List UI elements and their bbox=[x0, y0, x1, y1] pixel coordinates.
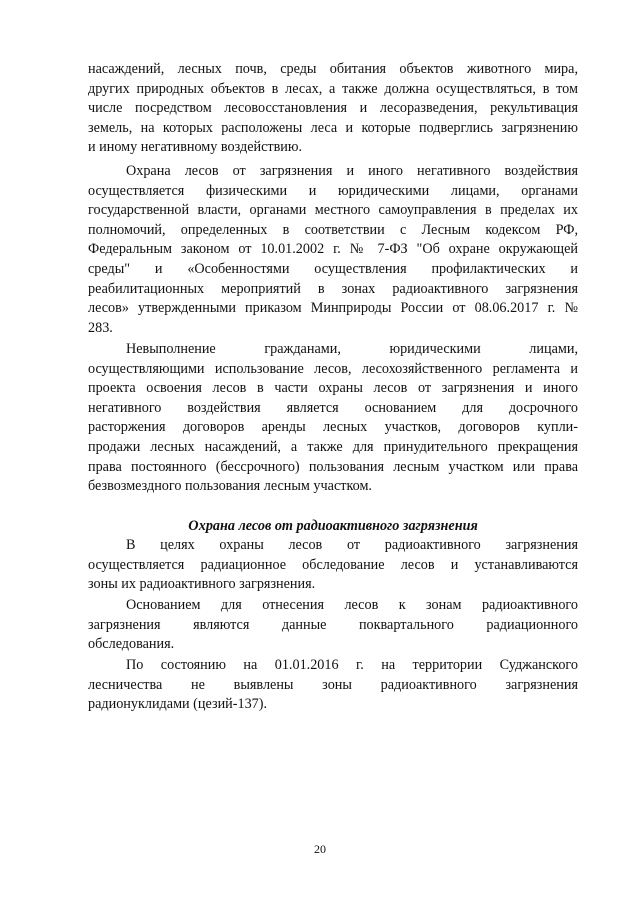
paragraph-1 bbox=[88, 60, 578, 158]
section-heading: Охрана лесов от радиоактивного загрязнения bbox=[188, 518, 478, 534]
text-line: зоны их радиоактивного загрязнения. bbox=[88, 576, 316, 593]
text-line: других природных объектов в лесах, а также должна осуществляться, в том bbox=[88, 80, 578, 97]
text-line: продажи лесных насаждений, а также для принудительного прекращения bbox=[88, 438, 578, 455]
text-line: права постоянного (бессрочного) пользования лесным участком или права bbox=[88, 458, 578, 475]
text-line: государственной власти, органами местного самоуправления в пределах их bbox=[88, 202, 578, 219]
text-line: загрязнения являются данные поквартального радиационного bbox=[88, 616, 578, 633]
paragraph-2 bbox=[88, 162, 578, 338]
text-line: Федеральным законом от 10.01.2002 г. № 7-ФЗ "Об охране окружающей bbox=[88, 241, 578, 258]
text-line: земель, на которых расположены леса и которые подверглись загрязнению bbox=[88, 119, 578, 136]
text-line: лесов» утвержденными приказом Минприроды России от 08.06.2017 г. № bbox=[88, 300, 578, 317]
text-line: насаждений, лесных почв, среды обитания объектов животного мира, bbox=[88, 61, 578, 77]
text-line: лесничества не выявлены зоны радиоактивного загрязнения bbox=[88, 676, 578, 693]
text-line: числе посредством лесовосстановления и лесоразведения, рекультивация bbox=[88, 100, 578, 117]
text-line: По состоянию на 01.01.2016 г. на территории Суджанского bbox=[126, 657, 578, 673]
text-line: проекта освоения лесов в части охраны лесов от загрязнения и иного bbox=[88, 380, 578, 397]
text-line: и иному негативному воздействию. bbox=[88, 139, 303, 156]
page-number: 20 bbox=[314, 842, 326, 856]
text-line: негативного воздействия является основанием для досрочного bbox=[88, 399, 578, 416]
text-line: реабилитационных мероприятий в зонах радиоактивного загрязнения bbox=[88, 280, 578, 297]
text-line: безвозмездного пользования лесным участком. bbox=[88, 478, 372, 495]
text-line: среды" и «Особенностями осуществления профилактических и bbox=[88, 260, 578, 277]
text-line: В целях охраны лесов от радиоактивного загрязнения bbox=[126, 537, 578, 553]
paragraph-4 bbox=[88, 536, 578, 595]
text-line: осуществляющими использование лесов, лесохозяйственного регламента и bbox=[88, 360, 578, 377]
text-line: полномочий, определенных в соответствии с Лесным кодексом РФ, bbox=[88, 221, 578, 238]
text-line: осуществляется радиационное обследование лесов и устанавливаются bbox=[88, 556, 578, 573]
text-line: радионуклидами (цезий-137). bbox=[88, 696, 268, 713]
text-line: расторжения договоров аренды лесных участков, договоров купли- bbox=[88, 419, 578, 436]
text-line: Основанием для отнесения лесов к зонам радиоактивного bbox=[126, 597, 578, 613]
text-line: осуществляется физическими и юридическими лицами, органами bbox=[88, 182, 578, 199]
paragraph-5 bbox=[88, 596, 578, 655]
paragraph-6 bbox=[88, 656, 578, 715]
text-line: обследования. bbox=[88, 636, 175, 653]
paragraph-3 bbox=[88, 340, 578, 497]
text-line: Охрана лесов от загрязнения и иного негативного воздействия bbox=[126, 163, 578, 179]
text-line: 283. bbox=[88, 319, 113, 336]
text-line: Невыполнение гражданами, юридическими лицами, bbox=[126, 341, 578, 357]
